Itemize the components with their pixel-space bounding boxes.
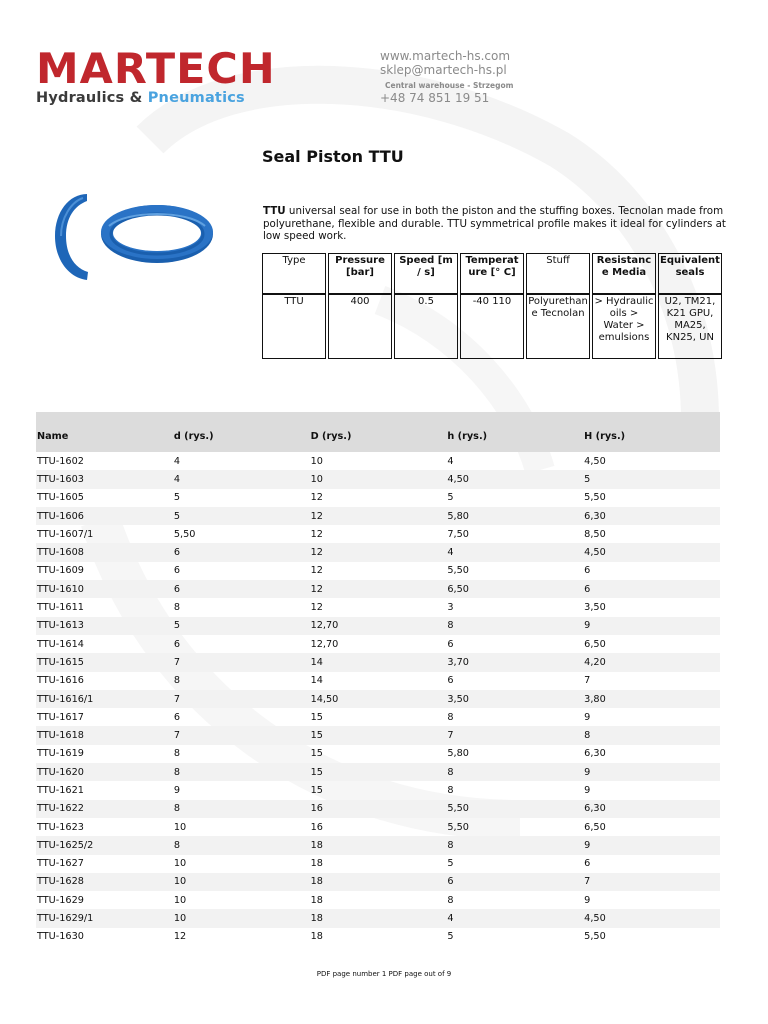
cell-d: 8 <box>173 602 180 614</box>
cell-H: 6,30 <box>583 800 720 818</box>
spec-table <box>260 253 724 359</box>
cell-d: 6 <box>173 580 310 598</box>
cell-name: TTU-1613 <box>36 617 173 635</box>
cell-H: 5 <box>583 470 720 488</box>
cell-name: TTU-1623 <box>37 821 84 833</box>
cell-h: 5,50 <box>447 565 469 577</box>
cell-d: 7 <box>173 726 310 744</box>
cell-name: TTU-1609 <box>37 565 84 577</box>
table-row <box>36 928 720 946</box>
cell-h: 4 <box>446 543 583 561</box>
cell-name: TTU-1619 <box>37 748 84 760</box>
cell-d: 10 <box>173 821 187 833</box>
cell-D: 18 <box>310 873 447 891</box>
cell-D: 15 <box>310 763 447 781</box>
cell-d: 8 <box>173 748 180 760</box>
cell-H: 5,50 <box>584 931 606 943</box>
cell-d: 8 <box>173 675 180 687</box>
cell-H: 9 <box>584 784 591 796</box>
cell-h: 4,50 <box>446 470 583 488</box>
table-row <box>36 818 720 836</box>
cell-h: 5 <box>447 492 454 504</box>
cell-H: 3,80 <box>583 690 720 708</box>
cell-D: 12 <box>310 602 323 614</box>
table-row <box>36 525 720 543</box>
table-row <box>36 580 720 598</box>
table-row <box>36 470 720 488</box>
phone-number: +48 74 851 19 51 <box>380 91 490 105</box>
cell-H: 6,50 <box>584 821 606 833</box>
cell-name: TTU-1630 <box>37 931 84 943</box>
sizes-header-D: D (rys.) <box>310 412 447 452</box>
cell-H: 9 <box>583 617 720 635</box>
cell-name: TTU-1625/2 <box>36 836 173 854</box>
cell-D: 15 <box>310 726 447 744</box>
cell-name: TTU-1616/1 <box>36 690 173 708</box>
table-row <box>36 507 720 525</box>
cell-D: 12,70 <box>310 638 339 650</box>
logo-wordmark: MARTECH <box>36 44 276 93</box>
cell-D: 18 <box>310 858 323 870</box>
cell-d: 4 <box>173 455 180 467</box>
cell-d: 6 <box>173 565 180 577</box>
website-link[interactable]: www.martech-hs.com <box>380 49 511 63</box>
table-row <box>36 800 720 818</box>
cell-d: 5,50 <box>173 528 196 540</box>
cell-name: TTU-1602 <box>37 455 84 467</box>
cell-H: 4,50 <box>584 455 606 467</box>
cell-name: TTU-1618 <box>36 726 173 744</box>
cell-H: 3,50 <box>584 602 606 614</box>
cell-name: TTU-1606 <box>36 507 173 525</box>
sizes-header-row <box>36 412 720 452</box>
cell-name: TTU-1629/1 <box>36 909 173 927</box>
cell-D: 14,50 <box>310 690 447 708</box>
table-row <box>36 690 720 708</box>
cell-h: 8 <box>446 836 583 854</box>
table-row <box>36 763 720 781</box>
cell-D: 12,70 <box>310 617 447 635</box>
cell-h: 5,80 <box>446 507 583 525</box>
cell-name: TTU-1605 <box>37 492 84 504</box>
table-row <box>36 781 720 799</box>
spec-cell-resistance: > Hydraulic oils > Water > emulsions <box>592 294 656 359</box>
cell-d: 10 <box>173 858 187 870</box>
sizes-table-body <box>36 452 720 946</box>
cell-name: TTU-1629 <box>37 894 84 906</box>
cell-d: 8 <box>173 763 310 781</box>
cell-d: 5 <box>173 507 310 525</box>
cell-d: 5 <box>173 617 310 635</box>
cell-h: 8 <box>447 894 454 906</box>
cell-H: 7 <box>583 873 720 891</box>
cell-d: 10 <box>173 909 310 927</box>
cell-h: 3,50 <box>446 690 583 708</box>
cell-D: 12 <box>310 565 323 577</box>
cell-d: 6 <box>173 543 310 561</box>
spec-header-equivalent: Equivalent seals <box>658 253 722 294</box>
cell-D: 12 <box>310 580 447 598</box>
cell-D: 18 <box>310 931 323 943</box>
table-row <box>36 855 720 873</box>
email-link[interactable]: sklep@martech-hs.pl <box>380 63 507 77</box>
table-row <box>36 653 720 671</box>
cell-D: 16 <box>310 800 447 818</box>
spec-header-pressure: Pressure [bar] <box>328 253 392 294</box>
table-row <box>36 726 720 744</box>
cell-H: 4,20 <box>583 653 720 671</box>
table-row <box>36 672 720 690</box>
cell-name: TTU-1621 <box>37 784 84 796</box>
table-row <box>36 873 720 891</box>
cell-d: 8 <box>173 836 310 854</box>
cell-d: 6 <box>173 638 180 650</box>
sizes-table <box>36 412 720 946</box>
cell-H: 8,50 <box>584 528 606 540</box>
cell-D: 14 <box>310 675 323 687</box>
cell-D: 18 <box>310 894 323 906</box>
cell-H: 7 <box>584 675 591 687</box>
cell-H: 9 <box>583 836 720 854</box>
spec-cell-type: TTU <box>262 294 326 359</box>
cell-H: 4,50 <box>583 909 720 927</box>
cell-D: 18 <box>310 836 447 854</box>
cell-D: 12 <box>310 507 447 525</box>
cell-d: 12 <box>173 931 187 943</box>
cell-name: TTU-1620 <box>36 763 173 781</box>
cell-H: 9 <box>584 711 591 723</box>
cell-h: 8 <box>446 617 583 635</box>
table-row <box>36 836 720 854</box>
cell-H: 8 <box>583 726 720 744</box>
table-row <box>36 708 720 726</box>
cell-D: 12 <box>310 528 323 540</box>
spec-header-speed: Speed [m / s] <box>394 253 458 294</box>
description-text: universal seal for use in both the piston and the stuffing boxes. Tecnolan made from polyurethane, flexible and durable. TTU symmetrical profile makes it ideal for cylinders at low speed work. <box>263 205 726 242</box>
cell-name: TTU-1622 <box>36 800 173 818</box>
spec-header-temperature: Temperat ure [° C] <box>460 253 524 294</box>
cell-H: 6,30 <box>584 748 606 760</box>
spec-header-resistance: Resistanc e Media <box>592 253 656 294</box>
cell-name: TTU-1607/1 <box>37 528 94 540</box>
martech-logo <box>36 44 276 106</box>
cell-name: TTU-1608 <box>36 543 173 561</box>
spec-cell-temperature: -40 110 <box>460 294 524 359</box>
table-row <box>36 562 720 580</box>
cell-d: 4 <box>173 470 310 488</box>
cell-D: 16 <box>310 821 323 833</box>
cell-h: 7 <box>446 726 583 744</box>
cell-h: 8 <box>446 763 583 781</box>
table-row <box>36 489 720 507</box>
cell-name: TTU-1603 <box>36 470 173 488</box>
contact-block <box>380 49 513 105</box>
cell-h: 3,70 <box>446 653 583 671</box>
spec-cell-pressure: 400 <box>328 294 392 359</box>
description-product-code: TTU <box>263 205 286 217</box>
table-row <box>36 745 720 763</box>
cell-D: 14 <box>310 653 447 671</box>
cell-H: 9 <box>583 763 720 781</box>
cell-h: 6 <box>446 873 583 891</box>
cell-D: 15 <box>310 784 323 796</box>
cell-d: 5 <box>173 492 180 504</box>
sizes-header-H: H (rys.) <box>583 412 720 452</box>
cell-name: TTU-1615 <box>36 653 173 671</box>
table-row <box>36 909 720 927</box>
sizes-header-d: d (rys.) <box>173 412 310 452</box>
cell-d: 7 <box>173 690 310 708</box>
blue-ring-seal-image <box>47 188 217 288</box>
cell-h: 5,50 <box>447 821 469 833</box>
cell-H: 6 <box>583 580 720 598</box>
cell-h: 5,50 <box>446 800 583 818</box>
table-row <box>36 891 720 909</box>
cell-name: TTU-1610 <box>36 580 173 598</box>
cell-name: TTU-1611 <box>37 602 84 614</box>
product-description <box>263 205 733 243</box>
cell-name: TTU-1627 <box>37 858 84 870</box>
spec-header-stuff: Stuff <box>526 253 590 294</box>
cell-D: 15 <box>310 748 323 760</box>
cell-H: 6,30 <box>583 507 720 525</box>
cell-d: 7 <box>173 653 310 671</box>
cell-d: 8 <box>173 800 310 818</box>
cell-H: 6,50 <box>584 638 606 650</box>
table-row <box>36 635 720 653</box>
cell-H: 9 <box>584 894 591 906</box>
table-row <box>36 617 720 635</box>
cell-h: 5,80 <box>447 748 469 760</box>
cell-name: TTU-1628 <box>36 873 173 891</box>
cell-D: 10 <box>310 470 447 488</box>
table-row <box>36 452 720 470</box>
sizes-header-name: Name <box>36 412 173 452</box>
cell-name: TTU-1616 <box>37 675 84 687</box>
cell-D: 12 <box>310 492 323 504</box>
cell-h: 4 <box>446 909 583 927</box>
cell-h: 3 <box>447 602 454 614</box>
page-footer: PDF page number 1 PDF page out of 9 <box>316 970 452 978</box>
cell-H: 6 <box>584 565 591 577</box>
cell-H: 5,50 <box>584 492 606 504</box>
cell-H: 4,50 <box>583 543 720 561</box>
spec-row <box>262 294 722 359</box>
cell-h: 6,50 <box>446 580 583 598</box>
cell-d: 9 <box>173 784 180 796</box>
cell-d: 10 <box>173 894 187 906</box>
cell-D: 18 <box>310 909 447 927</box>
table-row <box>36 598 720 616</box>
logo-tagline-hydraulics: Hydraulics & <box>36 90 143 106</box>
table-row <box>36 543 720 561</box>
spec-cell-speed: 0.5 <box>394 294 458 359</box>
cell-h: 5 <box>447 931 454 943</box>
cell-h: 7,50 <box>447 528 469 540</box>
cell-name: TTU-1614 <box>37 638 84 650</box>
warehouse-label: Central warehouse - Strzegom <box>385 81 514 90</box>
cell-h: 8 <box>447 784 454 796</box>
logo-tagline-pneumatics: Pneumatics <box>147 90 245 106</box>
cell-D: 15 <box>310 711 323 723</box>
cell-h: 6 <box>447 675 454 687</box>
cell-d: 6 <box>173 711 180 723</box>
cell-H: 6 <box>584 858 591 870</box>
cell-h: 5 <box>447 858 454 870</box>
cell-h: 8 <box>447 711 454 723</box>
cell-h: 4 <box>447 455 454 467</box>
spec-cell-equivalent: U2, TM21, K21 GPU, MA25, KN25, UN <box>658 294 722 359</box>
cell-D: 10 <box>310 455 323 467</box>
cell-name: TTU-1617 <box>37 711 84 723</box>
sizes-header-h: h (rys.) <box>446 412 583 452</box>
spec-header-type: Type <box>262 253 326 294</box>
spec-cell-stuff: Polyurethan e Tecnolan <box>526 294 590 359</box>
cell-D: 12 <box>310 543 447 561</box>
page-title: Seal Piston TTU <box>262 147 404 166</box>
cell-d: 10 <box>173 873 310 891</box>
cell-h: 6 <box>447 638 454 650</box>
